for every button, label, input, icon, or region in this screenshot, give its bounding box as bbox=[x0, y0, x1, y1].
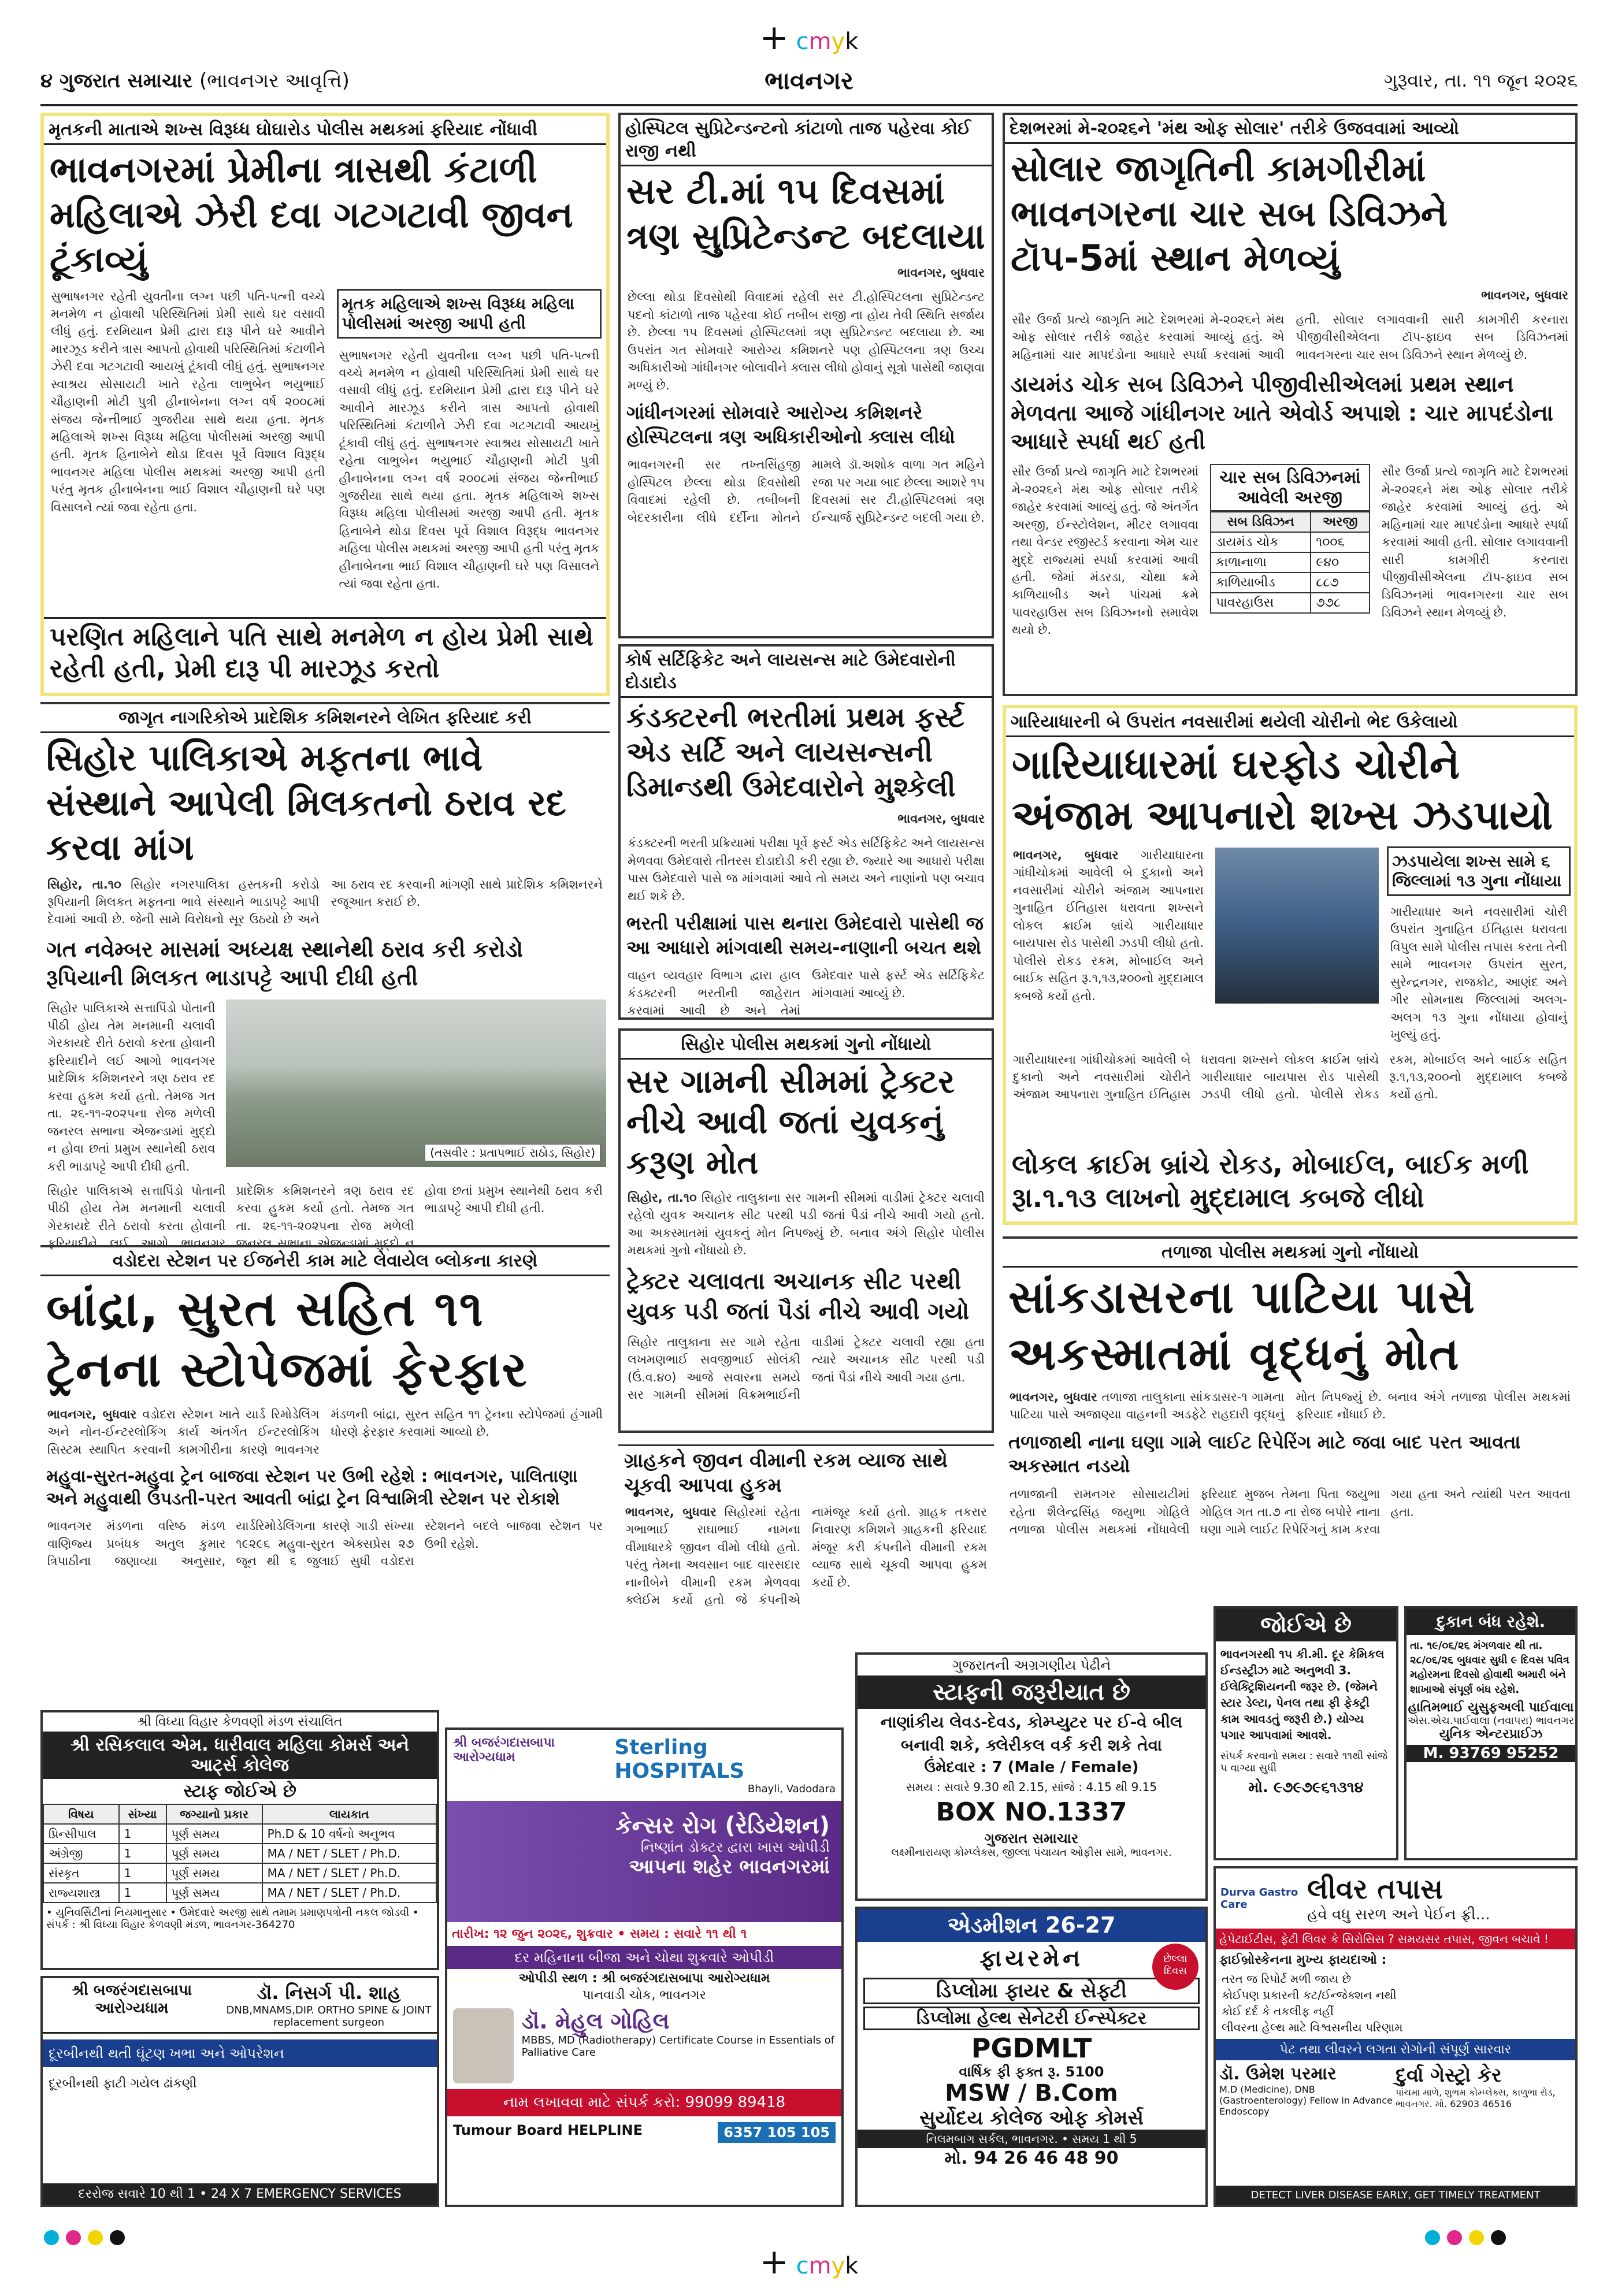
story-kicker: હોસ્પિટલ સુપ્રિટેન્ડન્ટનો કાંટાળો તાજ પહેરવા કોઈ રાજી નથી bbox=[621, 115, 992, 166]
story-gariyadhar-theft bbox=[1003, 705, 1578, 1225]
story-body: સિહોર, તા.૧૦ સિહોર નગરપાલિકા હસ્તકની કરોડો રૂપિયાની મિલકત મફતના ભાવે સંસ્થાને ભાડાપટ્ટે આપી દેવામાં આવી છે. જેની સામે વિરોધનો સૂર ઉઠયો છે અને આ ઠરાવ રદ કરવાની માંગણી સાથે પ્રાદેશિક કમિશનરને રજૂઆત કરાઈ છે. bbox=[47, 877, 603, 927]
doctor-name: ડૉ. નિસર્ગ પી. શાહ bbox=[257, 1982, 401, 2004]
box-number: BOX NO.1337 bbox=[936, 1797, 1127, 1827]
story-body-2: સિહોર તાલુકાના સર ગામે રહેતા લખમણભાઈ સવજીભાઈ સોલંકી (ઉં.વ.૪૦) આજે સવારના સમયે સર ગામની સીમમાં વિક્રમભાઈની વાડીમાં ટ્રેક્ટર ચલાવી રહ્યા હતા ત્યારે અચાનક સીટ પરથી પડી જતાં પૈડાં નીચે આવી ગયા હતા. bbox=[628, 1335, 985, 1402]
magenta-dot bbox=[66, 2230, 81, 2245]
table-row: પાવરહાઉસ ૭૭૮ bbox=[1211, 593, 1370, 613]
table-row: સંસ્કૃત 1 પૂર્ણ સમય MA / NET / SLET / Ph.D. bbox=[43, 1863, 436, 1883]
story-kicker: જાગૃત નાગરિકોએ પ્રાદેશિક કમિશનરને લેખિત ફરિયાદ કરી bbox=[40, 704, 610, 733]
story-kicker: સિહોર પોલીસ મથકમાં ગુનો નોંધાયો bbox=[621, 1031, 992, 1060]
ad-ortho-doctor: શ્રી બજરંગદાસબાપા આરોગ્યધામ ડૉ. નિસર્ગ પી. શાહ DNB,MNAMS,DIP. ORTHO SPINE & JOINT replacement surgeon દૂરબીનથી થતી ઘૂંટણ ખભા અને ઓપરેશન દૂરબીનથી ફાટી ગયેલ ઢાંકણી દરરોજ સવારે 10 થી 1 • 24 X 7 EMERGENCY SERVICES bbox=[40, 1976, 439, 2207]
story-kicker: ગારિયાધારની બે ઉપરાંત નવસારીમાં થયેલી ચોરીનો ભેદ ઉકેલાયો bbox=[1006, 708, 1574, 737]
sihor-property-photo bbox=[226, 1000, 606, 1167]
story-sihor-palika bbox=[40, 702, 610, 1251]
subdivision-table bbox=[1205, 459, 1375, 642]
story-body: ભાવનગર, બુધવાર તળાજા તાલુકાના સાંકડાસર-૧ ગામના પાટિયા પાસે અજાણ્યા વાહનની અડફેટે રાહદારી વૃદ્ધનું મોત નિપજ્યું છે. બનાવ અંગે તળાજા પોલીસ મથકમાં ફરિયાદ નોંધાઈ છે. bbox=[1010, 1390, 1571, 1422]
photo-caption: (તસવીર : પ્રતાપભાઈ રાઠોડ, સિહોર) bbox=[425, 1144, 600, 1161]
story-body: સિહોર, તા.૧૦ સિહોર તાલુકાના સર ગામની સીમમાં વાડીમાં ટ્રેક્ટર ચલાવી રહેલો યુવક અચાનક સીટ પરથી પડી જતાં પૈડાં નીચે આવી ગયો હતો. આ અકસ્માતમાં યુવકનું મોત નિપજ્યું છે. બનાવ અંગે સિહોર પોલીસ મથકમાં ગુનો નોંધાયો છે. bbox=[628, 1191, 985, 1258]
ad-liver-checkup: Durva Gastro Care લીવર તપાસ હવે વધુ સરળ અને પેઈન ફ્રી... હેપેટાઈટીસ, ફેટી લિવર કે સિરોસિસ ? સમયસર તપાસ, જીવન બચાવે ! ફાઈબ્રોસ્કેનના મુખ્ય ફાયદાઓ : તરત જ રિપોર્ટ મળી જાય છે કોઈપણ પ્રકારની કટ/ઈન્જેક્શન નથી કોઈ દર્દ કે તકલીફ નહીં લીવરના હેલ્થ માટે વિશ્વસનીય પરિણામ પેટ તથા લીવરને લગતા રોગોની સંપૂર્ણ સારવાર ડૉ. ઉમેશ પરમાર M.D (Medicine), DNB (Gastroenterology) Fellow in Advance Endoscopy દુર્વા ગેસ્ટ્રો કેર પાંચમા માળે, શુભમ કોમ્પ્લેક્સ, કાળુભા રોડ, ભાવનગર. મો. 62903 46516 DETECT LIVER DISEASE EARLY, GET TIMELY TREATMENT bbox=[1214, 1866, 1578, 2207]
story-tagline: પરણિત મહિલાને પતિ સાથે મનમેળ ન હોય પ્રેમી સાથે રહેતી હતી, પ્રેમી દારૂ પી મારઝૂડ કરતો bbox=[44, 617, 606, 687]
top-registration-mark: + cmyk bbox=[759, 17, 859, 58]
inset-title: ઝડપાયેલા શખ્સ સામે ૬ જિલ્લામાં ૧૩ ગુના નોંધાયા bbox=[1387, 846, 1571, 896]
clinic-logo: Durva Gastro Care bbox=[1220, 1886, 1298, 1911]
story-prem-suicide bbox=[40, 113, 610, 696]
story-body-3: સિહોર પાલિકાએ સત્તાપિંડો પોતાની પીઠી હોય તેમ મનમાની ચલાવી ગેરકાયદે રીતે ઠરાવો કરતા હોવાની ફરિયાદીને લઈ આગો ભાવનગર પ્રાદેશિક કમિશનરને ત્રણ ઠરાવ રદ કરવા હુકમ કર્યો હતો. તેમજ ગત તા. ૨૬-૧૧-૨૦૨૫ના રોજ મળેલી જનરલ સભાના એજન્ડામાં મુદ્દો ન હોવા છતાં પ્રમુખ સ્થાનેથી ઠરાવ કરી ભાડાપટ્ટે આપી દીધી હતી. bbox=[47, 1183, 603, 1251]
table-row: ડાયમંડ ચોક ૧૦૦૬ bbox=[1211, 532, 1370, 552]
story-body-2: સિહોર પાલિકાએ સત્તાપિંડો પોતાની પીઠી હોય તેમ મનમાની ચલાવી ગેરકાયદે રીતે ઠરાવો કરતા હોવાની ફરિયાદીને લઈ આગો ભાવનગર પ્રાદેશિક કમિશનરને ત્રણ ઠરાવ રદ કરવા હુકમ કર્યો હતો. તેમજ ગત તા. ૨૬-૧૧-૨૦૨૫ના રોજ મળેલી જનરલ સભાના એજન્ડામાં મુદ્દો ન હોવા છતાં પ્રમુખ સ્થાનેથી ઠરાવ કરી ભાડાપટ્ટે આપી દીધી હતી. bbox=[47, 1001, 216, 1173]
ad-college-staff: શ્રી વિધ્યા વિહાર કેળવણી મંડળ સંચાલિત શ્રી રસિકલાલ એમ. ધારીવાલ મહિલા કોમર્સ અને આર્ટ્સ કોલેજ સ્ટાફ જોઈએ છે વિષય સંખ્યા જગ્યાનો પ્રકાર લાયકાત પ્રિન્સીપાલ 1 પૂર્ણ સમય Ph.D & 10 વર્ષનો અનુભવ અંગ્રેજી 1 પૂર્ણ સમય MA / NET / SLET / Ph.D. સંસ્કૃત 1 પૂર્ણ સમય MA / NET / SLET / Ph.D. રાજ્યશાસ્ત્ર 1 પૂર્ણ સમય MA / NET / SLET / Ph.D. • યુનિવર્સિટીનાં નિયમાનુસાર • ઉમેદવારે અરજી સાથે તમામ પ્રમાણપત્રોની નકલ જોડવી • સંપર્ક : શ્રી વિધ્યા વિહાર કેળવણી મંડળ, ભાવનગર-364270 bbox=[40, 1710, 439, 1970]
table-row: કાળાનાળા ૯૪૦ bbox=[1211, 552, 1370, 573]
story-body: સુભાષનગર રહેતી યુવતીના લગ્ન પછી પતિ-પત્ની વચ્ચે મનમેળ ન હોવાથી પરિસ્થિતિમાં પ્રેમી સાથે ઘર વસાવી લીધું હતું. દરમિયાન પ્રેમી દ્વારા દારૂ પીને ઘરે આવીને મારઝૂડ કરીને ત્રાસ આપતો હોવાથી પરિસ્થિતિમાં કંટાળીને ઝેરી દવા ગટગટાવી આયખું ટૂંકાવી લીધું હતું. સુભાષનગર સ્વાશ્રય સોસાયટી ખાતે રહેતા લાભુબેન ભયુભાઈ ચૌહાણની મોટી પુત્રી હીનાબેનના લગ્ન વર્ષ ૨૦૦૮માં સંજય જેન્તીભાઈ ગુજરીયા સાથે થયા હતા. મૃતક મહિલાએ શખ્સ વિરૂધ્ધ મહિલા પોલીસમાં અરજી આપી હતી. મૃતક હિનાબેને થોડા દિવસ પૂર્વે વિશાલ વિરૂદ્ધ ભાવનગર મહિલા પોલીસ મથકમાં અરજી આપી હતી પરંતુ મૃતક હીનાબેનના ભાઈ વિશાલ ચૌહાણની ઘરે પણ વિસાલને ત્યાં જવા રહેતા હતા. bbox=[51, 289, 325, 514]
doctor-name: ડૉ. મેહુલ ગોહિલ bbox=[521, 2008, 670, 2034]
cancer-banner: કેન્સર રોગ (રેડિયેશન) નિષ્ણાંત ડોક્ટર દ્વારા ખાસ ઓપીડી આપના શહેર ભાવનગરમાં bbox=[447, 1801, 841, 1922]
dateline: ભાવનગર, બુધવાર bbox=[897, 812, 985, 826]
story-conductor-recruitment bbox=[618, 644, 994, 1020]
story-headline: સાંકડાસરના પાટિયા પાસે અકસ્માતમાં વૃદ્ધનું મોત bbox=[1008, 1272, 1476, 1380]
bottom-registration-mark: + cmyk bbox=[759, 2242, 859, 2282]
edition: (ભાવનગર આવૃત્તિ) bbox=[199, 69, 350, 92]
vacancy-table: વિષય સંખ્યા જગ્યાનો પ્રકાર લાયકાત પ્રિન્સીપાલ 1 પૂર્ણ સમય Ph.D & 10 વર્ષનો અનુભવ અંગ્રેજી 1 પૂર્ણ સમય MA / NET / SLET / Ph.D. સંસ્કૃત 1 પૂર્ણ સમય MA / NET / SLET / Ph.D. રાજ્યશાસ્ત્ર 1 પૂર્ણ સમય MA / NET / SLET / Ph.D. bbox=[43, 1804, 437, 1903]
inset-body: ગારીયાધાર અને નવસારીમાં ચોરી ઉપરાંત ગુનાહિત ઈતિહાસ ધરાવતા વિપુલ સામે પોલીસ તપાસ કરતા તેની સામે ભાવનગર ઉપરાંત સુરત, સુરેન્દ્રનગર, રાજકોટ, આણંદ અને ગીર સોમનાથ જિલ્લામાં અલગ-અલગ ૧૩ ગુના નોંધાયા હોવાનું ખુલ્યું હતું. bbox=[1390, 905, 1567, 1042]
story-body-2: ગારીયાધારના ગાંધીચોકમાં આવેલી બે દુકાનો અને નવસારીમાં ચોરીને અંજામ આપનારા ગુનાહિત ઈતિહાસ ધરાવતા શખ્સને લોકલ ક્રાઈમ બ્રાંચે ગારીયાધાર બાયપાસ રોડ પાસેથી ઝડપી લીધો હતો. પોલીસે રોકડ રકમ, મોબાઈલ અને બાઈક સહિત રૂ.૧,૧૩,૨૦૦નો મુદ્દામાલ કબજે કર્યો હતો. bbox=[1013, 1052, 1567, 1102]
subdivision-data-table: સબ ડિવિઝન અરજી ડાયમંડ ચોક ૧૦૦૬ કાળાનાળા ૯૪૦ કાળિયાબીડ ૮૮૭ પાવરહાઉસ ૭૭૮ bbox=[1210, 511, 1370, 614]
ad-title: સ્ટાફની જરૂરીયાત છે bbox=[858, 1675, 1205, 1709]
story-subhead: ડાયમંડ ચોક સબ ડિવિઝને પીજીવીસીએલમાં પ્રથમ સ્થાન મેળવતા આજે ગાંધીનગર ખાતે એવોર્ડ અપાશે : ચાર માપદંડોના આધારે સ્પર્ધા થઈ હતી bbox=[1011, 371, 1553, 455]
story-body: કંડક્ટરની ભરતી પ્રક્રિયામાં પરીક્ષા પૂર્વે ફર્સ્ટ એડ સર્ટિફિકેટ અને લાયસન્સ મેળવવા ઉમેદવારો તીતરસ દોડાદોડી કરી રહ્યા છે. જ્યારે આ આધારો પરીક્ષા પાસ ઉમેદવારો પાસે જ માંગવામાં આવે તો સમય અને નાણાંનો પણ બચાવ થઈ શકે છે. bbox=[628, 836, 985, 903]
magenta-dot bbox=[1447, 2230, 1462, 2245]
doctor-name: ડૉ. ઉમેશ પરમાર bbox=[1219, 2064, 1337, 2084]
story-body-2: ભાવનગરની સર તખ્તસિંહજી હોસ્પિટલ છેલ્લા થોડા દિવસોથી વિવાદમાં રહેલી છે. તબીબની બેદરકારીના લીધે દર્દીના મોતને મામલે ડૉ.અશોક વાળા ગત મહિને રજા પર ગયા બાદ છેલ્લા આશરે ૧૫ દિવસમાં સર ટી.હોસ્પિટલમાં ત્રણ ઈન્ચાર્જ સુપ્રિટેન્ડન્ટ બદલી ગયા છે. bbox=[628, 458, 985, 525]
story-kicker: કોર્ષ સર્ટિફિકેટ અને લાયસન્સ માટે ઉમેદવારોની દોડાદોડ bbox=[621, 647, 992, 698]
table-row: રાજ્યશાસ્ત્ર 1 પૂર્ણ સમય MA / NET / SLET / Ph.D. bbox=[43, 1883, 436, 1903]
story-body-continued: સુભાષનગર રહેતી યુવતીના લગ્ન પછી પતિ-પત્ની વચ્ચે મનમેળ ન હોવાથી પરિસ્થિતિમાં પ્રેમી સાથે ઘર વસાવી લીધું હતું. દરમિયાન પ્રેમી દ્વારા દારૂ પીને ઘરે આવીને મારઝૂડ કરીને ત્રાસ આપતો હોવાથી પરિસ્થિતિમાં કંટાળીને ઝેરી દવા ગટગટાવી આયખું ટૂંકાવી લીધું હતું. સુભાષનગર સ્વાશ્રય સોસાયટી ખાતે રહેતા લાભુબેન ભયુભાઈ ચૌહાણની મોટી પુત્રી હીનાબેનના લગ્ન વર્ષ ૨૦૦૮માં સંજય જેન્તીભાઈ ગુજરીયા સાથે થયા હતા. મૃતક મહિલાએ શખ્સ વિરૂધ્ધ મહિલા પોલીસમાં અરજી આપી હતી. મૃતક હિનાબેને થોડા દિવસ પૂર્વે વિશાલ વિરૂદ્ધ ભાવનગર મહિલા પોલીસ મથકમાં અરજી આપી હતી પરંતુ મૃતક હીનાબેનના ભાઈ વિશાલ ચૌહાણની ઘરે પણ વિસાલને ત્યાં જવા રહેતા હતા. bbox=[339, 348, 599, 591]
story-subhead: ટ્રેક્ટર ચલાવતા અચાનક સીટ પરથી યુવક પડી જતાં પૈડાં નીચે આવી ગયો bbox=[626, 1268, 970, 1325]
dateline: ભાવનગર, બુધવાર bbox=[897, 266, 985, 280]
accused-photo bbox=[1215, 848, 1379, 1004]
story-body-2: વાહન વ્યવહાર વિભાગ દ્વારા હાલ કંડક્ટરની ભરતીની જાહેરાત કરવામાં આવી છે અને તેમાં ઉમેદવાર પાસે ફર્સ્ટ એડ સર્ટિફિકેટ માંગવામાં આવ્યું છે. bbox=[628, 968, 985, 1018]
black-dot bbox=[1491, 2230, 1506, 2245]
story-sankadasar-accident bbox=[1003, 1236, 1578, 1597]
story-solar-awareness bbox=[1003, 113, 1578, 696]
story-subhead: ભરતી પરીક્ષામાં પાસ થનારા ઉમેદવારો પાસેથી જ આ આધારો માંગવાથી સમય-નાણાની બચત થશે bbox=[626, 912, 984, 958]
story-subhead: મહુવા-સુરત-મહુવા ટ્રેન બાજવા સ્ટેશન પર ઉભી રહેશે : ભાવનગર, પાલિતાણા અને મહુવાથી ઉપડતી-પરત આવતી બાંદ્રા ટ્રેન વિશ્વામિત્રી સ્ટેશન પર રોકાશે bbox=[46, 1466, 578, 1510]
story-kicker: તળાજા પોલીસ મથકમાં ગુનો નોંધાયો bbox=[1003, 1239, 1578, 1268]
black-dot bbox=[110, 2230, 125, 2245]
story-kicker: વડોદરા સ્ટેશન પર ઈજનેરી કામ માટે લેવાયેલ બ્લોકના કારણે bbox=[40, 1247, 610, 1276]
story-insurance-order bbox=[618, 1444, 994, 1648]
paper-name: ગુજરાત સમાચાર bbox=[59, 69, 193, 92]
ad-staff-required: ગુજરાતની અગ્રગણીય પેઢીને સ્ટાફની જરૂરીયાત છે નાણાંકીય લેવડ-દેવડ, કોમ્પ્યુટર પર ઈ-વે બીલ બનાવી શકે, ક્લેરીકલ વર્ક કરી શકે તેવા ઉંમેદવાર : 7 (Male / Female) સમય : સવારે 9.30 થી 2.15, સાંજે : 4.15 થી 9.15 BOX NO.1337 ગુજરાત સમાચાર લક્ષ્મીનારાયણ કોમ્પ્લેક્સ, જીલ્લા પંચાયત ઓફીસ સામે, ભાવનગર. bbox=[855, 1652, 1208, 1901]
story-headline: કંડક્ટરની ભરતીમાં પ્રથમ ફર્સ્ટ એડ સર્ટિ અને લાયસન્સની ડિમાન્ડથી ઉમેદવારોને મુશ્કેલી bbox=[626, 701, 965, 803]
story-body-2: ભાવનગર મંડળના વરિષ્ઠ મંડળ વાણિજ્ય પ્રબંધક અતુલ કુમાર ત્રિપાઠીના જણાવ્યા અનુસાર, યાર્ડરિમોડેલિંગના કારણે ગાડી સંખ્યા ૧૯૨૯૬ મહુવા-સુરત એક્સપ્રેસ ૨૭ જૂન થી ૬ જુલાઈ સુધી વડોદરા સ્ટેશનને બદલે બાજવા સ્ટેશન પર ઉભી રહેશે. bbox=[47, 1519, 603, 1569]
issue-date: ગુરૂવાર, તા. ૧૧ જૂન ૨૦૨૬ bbox=[1383, 69, 1578, 91]
story-inset: મૃતક મહિલાએ શખ્સ વિરૂધ્ધ મહિલા પોલીસમાં અરજી આપી હતી bbox=[337, 289, 602, 339]
story-body: છેલ્લા થોડા દિવસોથી વિવાદમાં રહેલી સર ટી.હોસ્પિટલના સુપ્રિટેન્ડન્ટ પદનો કાંટાળો તાજ પહેરવા કોઈ તબીબ રાજી ના હોય તેવી સ્થિતિ સર્જાય છે. છેલ્લા ૧૫ દિવસમાં હોસ્પિટલમાં ત્રણ સુપ્રિટેન્ડન્ટ બદલાયા છે. આ ઉપરાંત ગત સોમવારે આરોગ્ય કમિશનરે પણ હોસ્પિટલના ત્રણ ઉચ્ચ અધિકારીઓ ગાંધીનગર બોલાવીને ક્લાસ લીધો હોવાનું સૂત્રો પાસેથી જાણવા મળ્યું છે. bbox=[628, 290, 985, 392]
color-registration-dots bbox=[40, 2230, 128, 2250]
ad-shop-closed: દુકાન બંધ રહેશે. તા. ૧૯/૦૬/૨૬ મંગળવાર થી તા. ૨૮/૦૬/૨૬ બુધવાર સુધી ૯ દિવસ પવિત્ર મહોરમના દિવસો હોવાથી અમારી બંને શાખાઓ સંપૂર્ણ બંધ રહેશે. હાતિમભાઈ યુસુફઅલી પાઈવાલા એસ.એચ.પાઈવાલા (નવાપરા) ભાવનગર યુનિક એન્ટરપ્રાઈઝ M. 93769 95252 bbox=[1404, 1606, 1578, 1860]
section-title: ભાવનગર bbox=[765, 66, 853, 95]
story-headline: સર ગામની સીમમાં ટ્રેક્ટર નીચે આવી જતાં યુવકનું કરૂણ મોત bbox=[626, 1063, 955, 1182]
story-subhead: ગત નવેમ્બર માસમાં અધ્યક્ષ સ્થાનેથી ઠરાવ કરી કરોડો રૂપિયાની મિલકત ભાડાપટ્ટે આપી દીધી હતી bbox=[46, 936, 523, 991]
doctor-photo bbox=[453, 2008, 514, 2083]
story-train-stoppage bbox=[40, 1245, 610, 1710]
story-body-2: તળાજાની રામનગર સોસાયટીમાં રહેતા શૈલેન્દ્રસિંહ જયુભા ગોહિલે તળાજા પોલીસ મથકમાં નોંધાવેલી ફરિયાદ મુજબ તેમના પિતા જયુભા ગોહિલ ગત તા.૭ ના રોજ બપોરે નાના ઘણા ગામે લાઈટ રિપેરિંગનું કામ કરવા ગયા હતા અને ત્યાંથી પરત આવતા હતા. bbox=[1010, 1487, 1571, 1536]
story-body-2: સૌર ઉર્જા પ્રત્યે જાગૃતિ માટે દેશભરમાં મે-૨૦૨૬ને મંથ ઓફ સોલાર તરીકે જાહેર કરવામાં આવ્યું હતું. જે અંતર્ગત અરજી, ઈન્સ્ટોલેશન, મીટર લગાવવા તથા વેન્ડર રજીસ્ટર્ડ કરવાના એમ ચાર મુદ્દે રાજ્યમાં સ્પર્ધા કરવામાં આવી હતી. જેમાં મંડરડા, ચોથા ક્રમે કાળિયાબીડ અને પાંચમાં ક્રમે પાવરહાઉસ સબ ડિવિઝનનો સમાવેશ થયો છે. bbox=[1012, 465, 1199, 637]
ad-cancer-opd: શ્રી બજરંગદાસબાપા આરોગ્યધામ Sterling HOSPITALS Bhayli, Vadodara કેન્સર રોગ (રેડિયેશન) નિષ્ણાંત ડોક્ટર દ્વારા ખાસ ઓપીડી આપના શહેર ભાવનગરમાં તારીખ: ૧૨ જુન ૨૦૨૬, શુક્રવાર • સમય : સવારે ૧૧ થી ૧ દર મહિનાના બીજા અને ચોથા શુક્રવારે ઓપીડી ઓપીડી સ્થળ : શ્રી બજરંગદાસબાપા આરોગ્યધામ પાનવાડી ચોક, ભાવનગર ડૉ. મેહુલ ગોહિલ MBBS, MD (Radiotherapy) Certificate Course in Essentials of Palliative Care નામ લખાવવા માટે સંપર્ક કરો: 99099 89418 Tumour Board HELPLINE 6357 105 105 bbox=[445, 1727, 844, 2207]
story-kicker: દેશભરમાં મે-૨૦૨૬ને 'મંથ ઓફ સોલાર' તરીકે ઉજવવામાં આવ્યો bbox=[1005, 115, 1575, 144]
story-headline: સર ટી.માં ૧૫ દિવસમાં ત્રણ સુપ્રિટેન્ડન્ટ બદલાયા bbox=[626, 170, 985, 257]
ad-admission: એડમીશન 26-27 ફાયરમેન છેલ્લા દિવસ ડિપ્લોમા ફાયર & સેફ્ટી ડિપ્લોમા હેલ્થ સેનેટરી ઈન્સ્પેક્ટર PGDMLT વાર્ષિક ફી ફક્ત રૂ. 5100 MSW / B.Com સુર્યોદય કોલેજ ઓફ કોમર્સ નિલમબાગ સર્કલ, ભાવનગર. • સમય 1 થી 5 મો. 94 26 46 48 90 bbox=[855, 1907, 1208, 2207]
story-headline: સિહોર પાલિકાએ મફતના ભાવે સંસ્થાને આપેલી મિલકતનો ઠરાવ રદ કરવા માંગ bbox=[46, 737, 566, 868]
story-headline: બાંદ્રા, સુરત સહિત ૧૧ ટ્રેનના સ્ટોપેજમાં ફેરફાર bbox=[46, 1280, 528, 1398]
story-body: સૌર ઉર્જા પ્રત્યે જાગૃતિ માટે દેશભરમાં મે-૨૦૨૬ને મંથ ઓફ સોલાર તરીકે જાહેર કરવામાં આવ્યું હતું. એ મહિનામાં ચાર માપદંડોના આધારે સ્પર્ધા કરવામાં આવી હતી. સોલાર લગાવવાની સારી કામગીરી કરનારા પીજીવીસીએલના ટૉપ-ફાઇવ સબ ડિવિઝનમાં ભાવનગરના ચાર સબ ડિવિઝને સ્થાન મેળવ્યું છે. bbox=[1012, 312, 1568, 362]
table-row: પ્રિન્સીપાલ 1 પૂર્ણ સમય Ph.D & 10 વર્ષનો અનુભવ bbox=[43, 1824, 436, 1844]
story-tractor-accident bbox=[618, 1028, 994, 1433]
cyan-dot bbox=[1425, 2230, 1440, 2245]
story-body: ભાવનગર, બુધવાર સિહોરમાં રહેતા ગભાભાઈ રાઘાભાઈ નામના વીમાધારકે જીવન વીમો લીધો હતો. પરંતુ તેમના અવસાન બાદ વારસદાર નાનીબેને વીમાની રકમ મેળવવા ક્લેઈમ કર્યો હતો જે કંપનીએ નામંજૂર કર્યો હતો. ગ્રાહક તકરાર નિવારણ કમિશને ગ્રાહકની ફરિયાદ મંજૂર કરી કંપનીને વીમાની રકમ વ્યાજ સાથે ચૂકવી આપવા હુકમ કર્યો છે. bbox=[625, 1505, 987, 1607]
story-headline: ભાવનગરમાં પ્રેમીના ત્રાસથી કંટાળી મહિલાએ ઝેરી દવા ગટગટાવી જીવન ટૂંકાવ્યું bbox=[50, 148, 573, 280]
ad-title: શ્રી રસિકલાલ એમ. ધારીવાલ મહિલા કોમર્સ અને આર્ટ્સ કોલેજ bbox=[43, 1732, 437, 1779]
story-body: ભાવનગર, બુધવાર વડોદરા સ્ટેશન ખાતે યાર્ડ રિમોડેલિંગ અને નોન-ઈન્ટરલોકિંગ કાર્ય અંતર્ગત ઈન્ટરલોકિંગ સિસ્ટમ સ્થાપિત કરવાની કામગીરીના કારણે ભાવનગર મંડળની બાંદ્રા, સુરત સહિત ૧૧ ટ્રેનના સ્ટોપેજમાં હંગામી ધોરણે ફેરફાર કરવામાં આવ્યો છે. bbox=[47, 1407, 603, 1457]
story-body-3: સૌર ઉર્જા પ્રત્યે જાગૃતિ માટે દેશભરમાં મે-૨૦૨૬ને મંથ ઓફ સોલાર તરીકે જાહેર કરવામાં આવ્યું હતું. એ મહિનામાં ચાર માપદંડોના આધારે સ્પર્ધા કરવામાં આવી હતી. સોલાર લગાવવાની સારી કામગીરી કરનારા પીજીવીસીએલના ટૉપ-ફાઇવ સબ ડિવિઝનમાં ભાવનગરના ચાર સબ ડિવિઝને સ્થાન મેળવ્યું છે. bbox=[1381, 465, 1568, 619]
ad-electrician-wanted: જોઈએ છે ભાવનગરથી ૧૫ કી.મી. દૂર કેમિકલ ઈન્ડસ્ટ્રીઝ માટે અનુભવી 3. ઈલેક્ટ્રિશિયનની જરૂર છે. (જેમને સ્ટાર ડેલ્ટા, પેનલ તથા ફી ફેક્ટ્રી કામ આવડતું જરૂરી છે.) યોગ્ય પગાર આપવામાં આવશે. સંપર્ક કરવાનો સમય : સવારે ૧૧થી સાંજે ૫ વાગ્યા સુધી મો. ૯૭૯૭૯૬૧૩૧૪ bbox=[1214, 1606, 1398, 1860]
story-body: ભાવનગર, બુધવાર ગારીયાધારના ગાંધીચોકમાં આવેલી બે દુકાનો અને નવસારીમાં ચોરીને અંજામ આપનારા ગુનાહિત ઈતિહાસ ધરાવતા શખ્સને લોકલ ક્રાઈમ બ્રાંચે ગારીયાધાર બાયપાસ રોડ પાસેથી ઝડપી લીધો હતો. પોલીસે રોકડ રકમ, મોબાઈલ અને બાઈક સહિત રૂ.૧,૧૩,૨૦૦નો મુદ્દામાલ કબજે કર્યો હતો. bbox=[1013, 848, 1204, 1003]
table-title: ચાર સબ ડિવિઝનમાં આવેલી અરજી bbox=[1210, 464, 1370, 511]
cyan-dot bbox=[44, 2230, 59, 2245]
story-headline: ગ્રાહકને જીવન વીમાની રકમ વ્યાજ સાથે ચૂકવી આપવા હુકમ bbox=[624, 1449, 948, 1497]
story-sir-t-hospital bbox=[618, 113, 994, 638]
page-header bbox=[40, 64, 1578, 106]
story-subhead: તળાજાથી નાના ઘણા ગામે લાઈટ રિપેરિંગ માટે જવા બાદ પરત આવતા અકસ્માત નડયો bbox=[1008, 1431, 1521, 1477]
dateline: ભાવનગર, બુધવાર bbox=[1481, 288, 1568, 302]
page-number: ૪ bbox=[40, 69, 53, 92]
story-subhead: લોકલ ક્રાઈમ બ્રાંચે રોકડ, મોબાઈલ, બાઈક મળી રૂા.૧.૧૩ લાખનો મુદ્દામાલ કબજે લીધો bbox=[1012, 1149, 1529, 1213]
yellow-dot bbox=[1469, 2230, 1484, 2245]
story-subhead: ગાંધીનગરમાં સોમવારે આરોગ્ય કમિશનરે હોસ્પિટલના ત્રણ અધિકારીઓનો ક્લાસ લીધો bbox=[626, 402, 955, 448]
yellow-dot bbox=[88, 2230, 103, 2245]
story-kicker: મૃતકની માતાએ શખ્સ વિરૂધ્ધ ઘોઘારોડ પોલીસ મથકમાં ફરિયાદ નોંધાવી bbox=[44, 116, 606, 145]
story-headline: ગારિયાધારમાં ઘરફોડ ચોરીને અંજામ આપનારો શખ્સ ઝડપાયો bbox=[1012, 741, 1553, 839]
color-registration-dots-right bbox=[1422, 2230, 1509, 2250]
table-row: અંગ્રેજી 1 પૂર્ણ સમય MA / NET / SLET / Ph.D. bbox=[43, 1844, 436, 1863]
ad-title: જોઈએ છે bbox=[1216, 1608, 1396, 1641]
story-headline: સોલાર જાગૃતિની કામગીરીમાં ભાવનગરના ચાર સબ ડિવિઝને ટૉપ-5માં સ્થાન મેળવ્યું bbox=[1011, 147, 1448, 279]
last-days-badge: છેલ્લા દિવસ bbox=[1152, 1944, 1198, 1990]
table-row: કાળિયાબીડ ૮૮૭ bbox=[1211, 573, 1370, 593]
hospital-logo: Sterling HOSPITALS bbox=[614, 1736, 745, 1783]
